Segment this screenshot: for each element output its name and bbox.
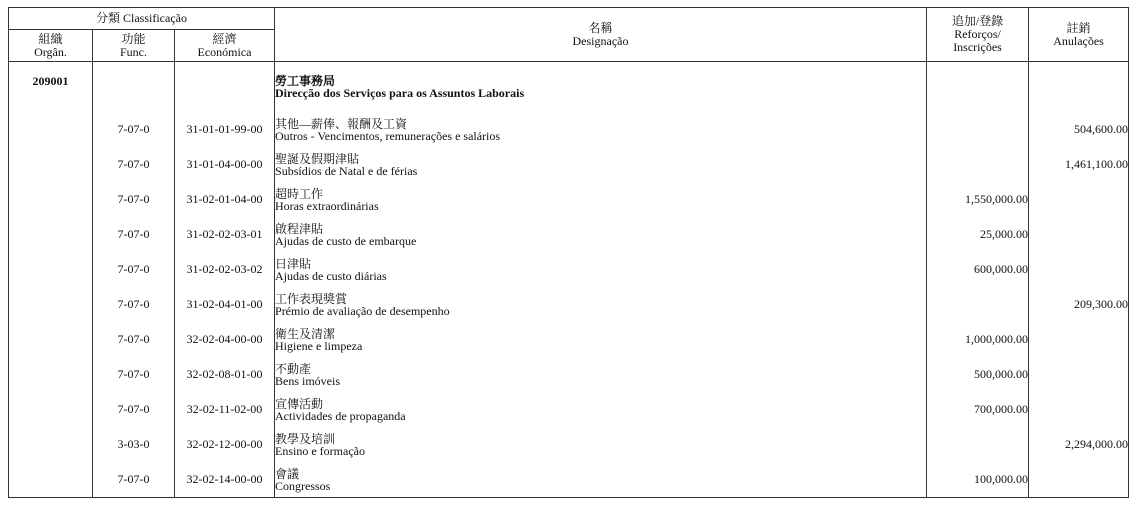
organica-cell (9, 462, 93, 498)
designacao-zh-text: 教學及培訓 (275, 431, 336, 446)
anulacoes-cell (1029, 182, 1129, 217)
economica-cell: 32-02-04-00-00 (175, 322, 275, 357)
organica-cell (9, 427, 93, 462)
anulacoes-cell (1029, 252, 1129, 287)
designacao-zh-text: 超時工作 (275, 186, 324, 201)
anulacoes-cell: 1,461,100.00 (1029, 147, 1129, 182)
reforcos-cell: 600,000.00 (927, 252, 1029, 287)
economica-header (175, 30, 275, 62)
economica-cell: 32-02-14-00-00 (175, 462, 275, 498)
designacao-zh-text: 聖誕及假期津貼 (275, 151, 360, 166)
funcional-cell: 7-07-0 (93, 147, 175, 182)
table-row (9, 392, 1129, 427)
anulacoes-cell (1029, 462, 1129, 498)
designacao-zh-text: 衛生及清潔 (275, 326, 336, 341)
designacao-zh-text: 會議 (275, 466, 300, 481)
designacao-cell (275, 357, 927, 392)
anulacoes-cell (1029, 62, 1129, 113)
reforcos-zh: 追加/登錄 (951, 14, 1004, 28)
reforcos-cell: 500,000.00 (927, 357, 1029, 392)
designacao-zh-text: 日津貼 (275, 256, 312, 271)
reforcos-cell (927, 427, 1029, 462)
designacao-pt-text: Outros - Vencimentos, remunerações e salários (275, 128, 501, 143)
designacao-cell (275, 322, 927, 357)
designacao-pt-text: Ajudas de custo de embarque (275, 233, 417, 248)
organica-cell (9, 252, 93, 287)
designacao-cell (275, 392, 927, 427)
reforcos-cell (927, 112, 1029, 147)
anulacoes-cell: 209,300.00 (1029, 287, 1129, 322)
organica-header (9, 30, 93, 62)
table-row (9, 462, 1129, 498)
designacao-zh-text: 宣傳活動 (275, 396, 324, 411)
funcional-cell: 7-07-0 (93, 357, 175, 392)
designacao-zh: 名稱 (588, 20, 613, 35)
funcional-cell: 7-07-0 (93, 322, 175, 357)
designacao-cell (275, 217, 927, 252)
designacao-pt-text: Prémio de avaliação de desempenho (275, 303, 450, 318)
anulacoes-cell (1029, 392, 1129, 427)
anulacoes-pt: Anulações (1053, 33, 1104, 48)
designacao-pt-text: Direcção dos Serviços para os Assuntos Laborais (275, 86, 525, 100)
designacao-cell (275, 182, 927, 217)
funcional-cell: 7-07-0 (93, 252, 175, 287)
funcional-cell: 7-07-0 (93, 392, 175, 427)
organica-cell (9, 182, 93, 217)
reforcos-cell (927, 287, 1029, 322)
classification-label: 分類 Classificação (96, 11, 187, 25)
anulacoes-cell (1029, 357, 1129, 392)
designacao-zh-text: 勞工事務局 (275, 74, 336, 88)
economica-cell: 31-02-01-04-00 (175, 182, 275, 217)
economica-pt: Económica (197, 44, 252, 59)
designacao-cell (275, 147, 927, 182)
organica-pt: Orgân. (34, 44, 67, 59)
organica-cell (9, 287, 93, 322)
funcional-cell: 7-07-0 (93, 287, 175, 322)
designacao-zh-text: 啟程津貼 (275, 221, 324, 236)
reforcos-cell: 25,000.00 (927, 217, 1029, 252)
table-body (9, 62, 1129, 498)
organica-cell (9, 322, 93, 357)
anulacoes-cell: 504,600.00 (1029, 112, 1129, 147)
table-row (9, 182, 1129, 217)
funcional-cell (93, 62, 175, 113)
reforcos-cell: 1,550,000.00 (927, 182, 1029, 217)
table-row (9, 427, 1129, 462)
economica-cell: 31-02-04-01-00 (175, 287, 275, 322)
reforcos-cell: 700,000.00 (927, 392, 1029, 427)
table-row (9, 252, 1129, 287)
table-row (9, 322, 1129, 357)
table-row (9, 357, 1129, 392)
funcional-zh: 功能 (121, 31, 146, 46)
funcional-header (93, 30, 175, 62)
anulacoes-header (1029, 8, 1129, 62)
table-row (9, 62, 1129, 113)
economica-cell (175, 62, 275, 113)
reforcos-cell: 1,000,000.00 (927, 322, 1029, 357)
organica-cell: 209001 (9, 62, 93, 113)
economica-cell: 32-02-08-01-00 (175, 357, 275, 392)
organica-cell (9, 357, 93, 392)
budget-table (8, 7, 1129, 498)
designacao-cell (275, 287, 927, 322)
designacao-header (275, 8, 927, 62)
designacao-pt-text: Bens imóveis (275, 373, 341, 388)
reforcos-header (927, 8, 1029, 62)
funcional-cell: 7-07-0 (93, 182, 175, 217)
economica-cell: 32-02-12-00-00 (175, 427, 275, 462)
designacao-cell (275, 62, 927, 113)
designacao-pt-text: Subsídios de Natal e de férias (275, 163, 418, 178)
anulacoes-cell (1029, 217, 1129, 252)
classification-header (9, 8, 275, 30)
anulacoes-cell (1029, 322, 1129, 357)
table-row (9, 147, 1129, 182)
funcional-cell: 7-07-0 (93, 462, 175, 498)
organica-cell (9, 392, 93, 427)
designacao-pt-text: Ajudas de custo diárias (275, 268, 387, 283)
designacao-cell (275, 252, 927, 287)
reforcos-pt2: Inscrições (953, 40, 1002, 54)
designacao-zh-text: 不動產 (275, 361, 312, 376)
designacao-pt-text: Higiene e limpeza (275, 338, 363, 353)
economica-cell: 31-02-02-03-02 (175, 252, 275, 287)
economica-cell: 32-02-11-02-00 (175, 392, 275, 427)
designacao-pt-text: Horas extraordinárias (275, 198, 379, 213)
designacao-cell (275, 427, 927, 462)
reforcos-pt1: Reforços/ (954, 27, 1001, 41)
designacao-pt-text: Congressos (275, 478, 331, 493)
reforcos-cell (927, 147, 1029, 182)
table-row (9, 217, 1129, 252)
designacao-pt-text: Ensino e formação (275, 443, 365, 458)
anulacoes-cell: 2,294,000.00 (1029, 427, 1129, 462)
funcional-pt: Func. (120, 44, 147, 59)
anulacoes-zh: 註銷 (1066, 20, 1091, 35)
table-row (9, 287, 1129, 322)
organica-cell (9, 112, 93, 147)
funcional-cell: 3-03-0 (93, 427, 175, 462)
economica-cell: 31-01-04-00-00 (175, 147, 275, 182)
economica-cell: 31-01-01-99-00 (175, 112, 275, 147)
organica-cell (9, 217, 93, 252)
designacao-zh-text: 工作表現獎賞 (275, 291, 348, 306)
reforcos-cell (927, 62, 1029, 113)
table-header (9, 8, 1129, 62)
economica-zh: 經濟 (212, 31, 237, 46)
designacao-pt-text: Actividades de propaganda (275, 408, 406, 423)
table-row (9, 112, 1129, 147)
organica-zh: 組織 (38, 31, 63, 46)
designacao-pt: Designação (572, 33, 629, 48)
designacao-zh-text: 其他—薪俸、報酬及工資 (275, 116, 408, 131)
designacao-cell (275, 112, 927, 147)
reforcos-cell: 100,000.00 (927, 462, 1029, 498)
economica-cell: 31-02-02-03-01 (175, 217, 275, 252)
funcional-cell: 7-07-0 (93, 112, 175, 147)
designacao-cell (275, 462, 927, 498)
funcional-cell: 7-07-0 (93, 217, 175, 252)
organica-cell (9, 147, 93, 182)
